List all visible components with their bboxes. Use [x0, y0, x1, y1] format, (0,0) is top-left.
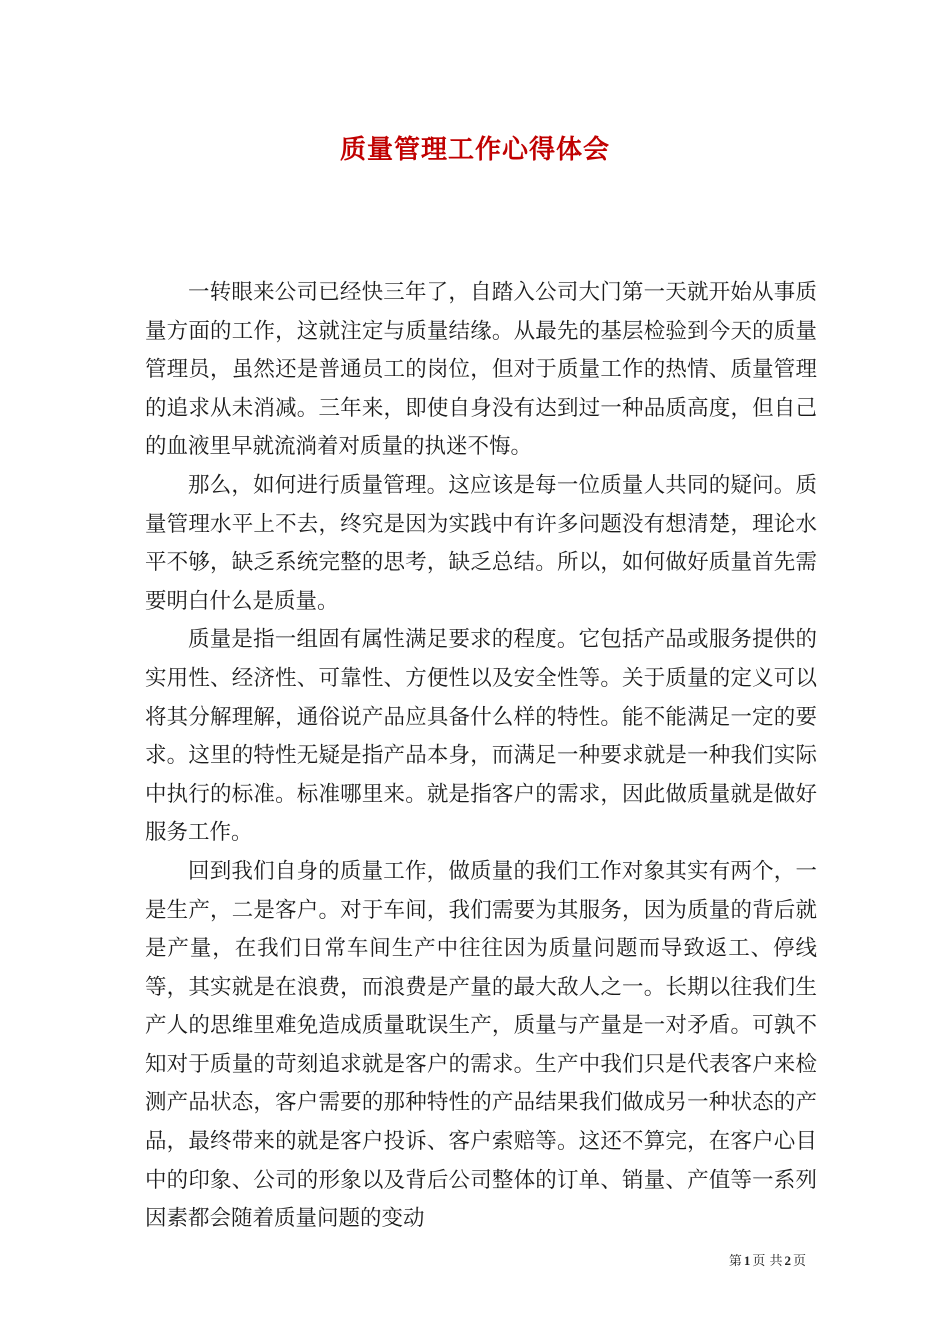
paragraph-1: 一转眼来公司已经快三年了，自踏入公司大门第一天就开始从事质量方面的工作，这就注定与质量结缘。从最先的基层检验到今天的质量管理员，虽然还是普通员工的岗位，但对于质量工作的热情、质量管理的追求从未消减。三年来，即使自身没有达到过一种品质高度，但自己的血液里早就流淌着对质量的执迷不悔。	[145, 280, 817, 460]
page-number-footer	[729, 1252, 806, 1271]
current-page-number: 1	[743, 1253, 751, 1268]
paragraph-2: 那么，如何进行质量管理。这应该是每一位质量人共同的疑问。质量管理水平上不去，终究是因为实践中有许多问题没有想清楚，理论水平不够，缺乏系统完整的思考，缺乏总结。所以，如何做好质量首先需要明白什么是质量。	[145, 472, 817, 614]
paragraph-4: 回到我们自身的质量工作，做质量的我们工作对象其实有两个，一是生产，二是客户。对于车间，我们需要为其服务，因为质量的背后就是产量，在我们日常车间生产中往往因为质量问题而导致返工、停线等，其实就是在浪费，而浪费是产量的最大敌人之一。长期以往我们生产人的思维里难免造成质量耽误生产，质量与产量是一对矛盾。可孰不知对于质量的苛刻追求就是客户的需求。生产中我们只是代表客户来检测产品状态，客户需要的那种特性的产品结果我们做成另一种状态的产品，最终带来的就是客户投诉、客户索赔等。这还不算完，在客户心目中的印象、公司的形象以及背后公司整体的订单、销量、产值等一系列因素都会随着质量问题的变动	[145, 858, 817, 1232]
footer-middle: 页 共	[752, 1254, 783, 1269]
footer-prefix: 第	[728, 1254, 742, 1269]
total-page-number: 2	[784, 1253, 791, 1268]
document-title: 质量管理工作心得体会	[339, 135, 610, 165]
paragraph-3: 质量是指一组固有属性满足要求的程度。它包括产品或服务提供的实用性、经济性、可靠性、方便性以及安全性等。关于质量的定义可以将其分解理解，通俗说产品应具备什么样的特性。能不能满足一定的要求。这里的特性无疑是指产品本身，而满足一种要求就是一种我们实际中执行的标准。标准哪里来。就是指客户的需求，因此做质量就是做好服务工作。	[145, 627, 817, 846]
footer-suffix: 页	[792, 1254, 806, 1269]
document-body	[145, 274, 817, 1239]
